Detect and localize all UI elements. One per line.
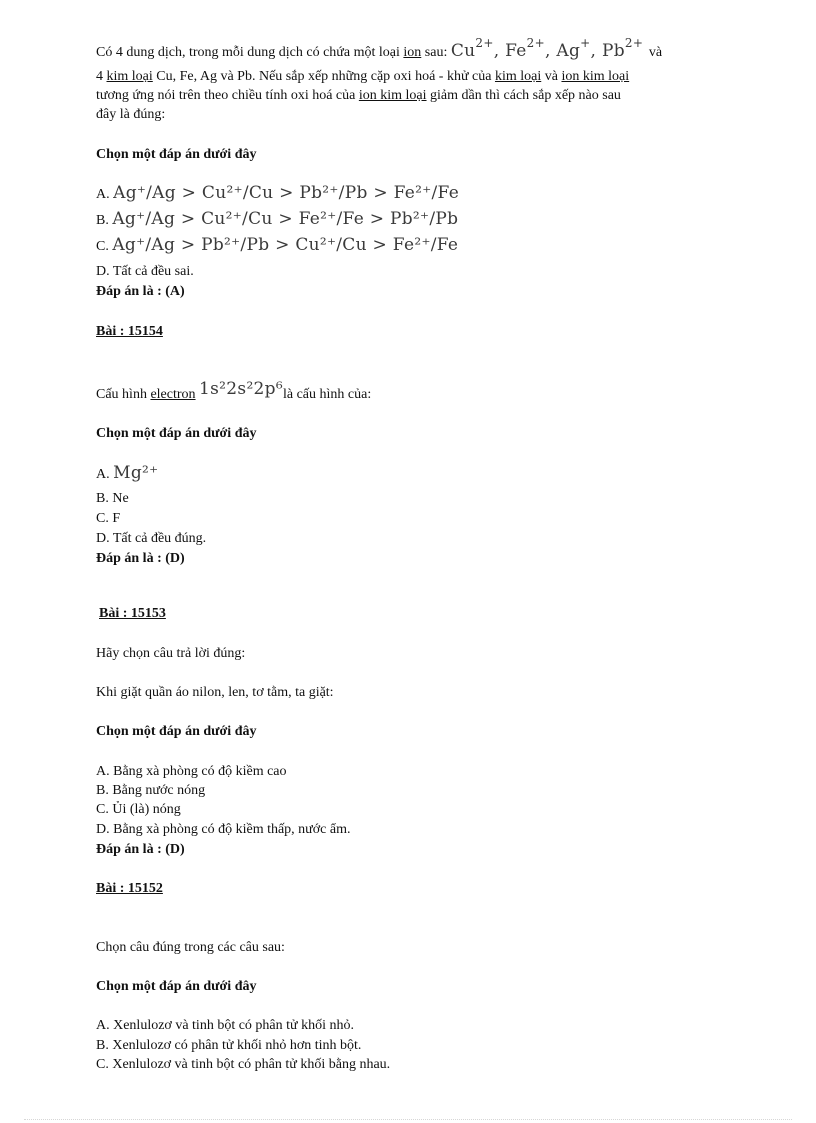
q2-option-d[interactable]: D. Tất cả đều đúng.	[96, 531, 207, 546]
q2-prompt-prefix: Cấu hình	[96, 387, 147, 402]
q3-option-b[interactable]: B. Bằng nước nóng	[96, 783, 206, 798]
q1-ion-link[interactable]: ion	[403, 45, 422, 60]
q4-prompt: Chọn câu đúng trong các câu sau:	[96, 940, 285, 955]
q2-option-a[interactable]	[96, 464, 158, 484]
q1-line2-mid: Cu, Fe, Ag và Pb. Nếu sắp xếp những cặp oxi hoá - khử của	[156, 69, 492, 84]
q1-option-c[interactable]	[96, 236, 458, 256]
ion-base: Fe	[505, 41, 527, 61]
ion-charge: +	[580, 36, 591, 51]
option-label: A.	[96, 187, 110, 202]
q4-choose-heading: Chọn một đáp án dưới đây	[96, 979, 257, 994]
q3-option-d[interactable]: D. Bằng xà phòng có độ kiềm thấp, nước ẩm.	[96, 822, 351, 837]
q1-choose-heading: Chọn một đáp án dưới đây	[96, 147, 257, 162]
q3-option-c[interactable]: C. Ủi (là) nóng	[96, 802, 181, 817]
ion-base: Ag	[556, 41, 581, 61]
ion-base: Pb	[601, 41, 625, 61]
q2-option-b[interactable]: B. Ne	[96, 491, 129, 506]
ion-sep: ,	[493, 41, 500, 61]
q1-option-a[interactable]	[96, 184, 459, 204]
q1-line1-va: và	[648, 45, 663, 60]
q2-answer: Đáp án là : (D)	[96, 551, 185, 566]
q1-kimloai-link[interactable]: kim loại	[106, 69, 153, 84]
option-expression: Ag⁺/Ag > Cu²⁺/Cu > Pb²⁺/Pb > Fe²⁺/Fe	[113, 183, 460, 203]
q2-prompt	[96, 379, 372, 404]
ion-charge: 2+	[475, 36, 494, 51]
q1-line3	[96, 87, 621, 105]
q2-electron-config: 1s²2s²2p⁶	[199, 379, 283, 399]
q4-option-c[interactable]: C. Xenlulozơ và tinh bột có phân tử khối bằng nhau.	[96, 1057, 391, 1072]
q1-ionkimloai-link-2[interactable]: ion kim loại	[358, 88, 427, 103]
q4-title: Bài : 15152	[96, 881, 163, 896]
q1-kimloai-link-2[interactable]: kim loại	[494, 69, 542, 84]
q1-ions-list	[450, 36, 649, 61]
q1-line3-prefix: tương ứng nói trên theo chiều tính oxi hoá của	[96, 88, 356, 103]
option-label: C.	[96, 239, 109, 254]
q3-prompt-1: Hãy chọn câu trả lời đúng:	[96, 646, 246, 661]
option-expression: Ag⁺/Ag > Cu²⁺/Cu > Fe²⁺/Fe > Pb²⁺/Pb	[112, 209, 459, 229]
q4-option-b[interactable]: B. Xenlulozơ có phân tử khối nhỏ hơn tinh bột.	[96, 1038, 362, 1053]
q2-prompt-suffix: là cấu hình của:	[282, 387, 372, 402]
q1-line1-sau: sau:	[424, 45, 448, 60]
q3-option-a[interactable]: A. Bằng xà phòng có độ kiềm cao	[96, 764, 287, 779]
q1-line1	[96, 36, 663, 62]
q3-choose-heading: Chọn một đáp án dưới đây	[96, 724, 257, 739]
page-bottom-divider	[24, 1119, 792, 1120]
q1-line2-va: và	[544, 69, 558, 84]
q1-answer: Đáp án là : (A)	[96, 284, 185, 299]
ion-sep: ,	[590, 41, 597, 61]
option-label: B.	[96, 213, 109, 228]
q3-prompt-2: Khi giặt quần áo nilon, len, tơ tằm, ta giặt:	[96, 685, 334, 700]
option-label: A.	[96, 467, 110, 482]
q1-line1-text: Có 4 dung dịch, trong mỗi dung dịch có chứa một loại	[96, 45, 400, 60]
ion-charge: 2+	[624, 36, 644, 51]
q2-title: Bài : 15154	[96, 324, 163, 339]
ion-base: Cu	[450, 41, 476, 61]
q2-electron-link[interactable]: electron	[150, 387, 196, 402]
q2-option-c[interactable]: C. F	[96, 511, 121, 526]
ion-sep: ,	[544, 41, 551, 61]
option-expression: Mg²⁺	[113, 463, 159, 483]
q1-line3-suffix: giảm dần thì cách sắp xếp nào sau	[430, 88, 621, 103]
q3-answer: Đáp án là : (D)	[96, 842, 185, 857]
q4-option-a[interactable]: A. Xenlulozơ và tinh bột có phân tử khối nhỏ.	[96, 1018, 355, 1033]
q3-title: Bài : 15153	[99, 606, 166, 621]
q1-line2	[96, 68, 629, 86]
ion-charge: 2+	[526, 36, 545, 51]
q1-ionkimloai-link[interactable]: ion kim loại	[561, 69, 630, 84]
q1-line4: đây là đúng:	[96, 107, 166, 122]
q1-option-b[interactable]	[96, 210, 458, 230]
q1-line2-prefix: 4	[96, 69, 103, 84]
q1-option-d[interactable]: D. Tất cả đều sai.	[96, 264, 194, 279]
q2-choose-heading: Chọn một đáp án dưới đây	[96, 426, 257, 441]
option-expression: Ag⁺/Ag > Pb²⁺/Pb > Cu²⁺/Cu > Fe²⁺/Fe	[112, 235, 459, 255]
